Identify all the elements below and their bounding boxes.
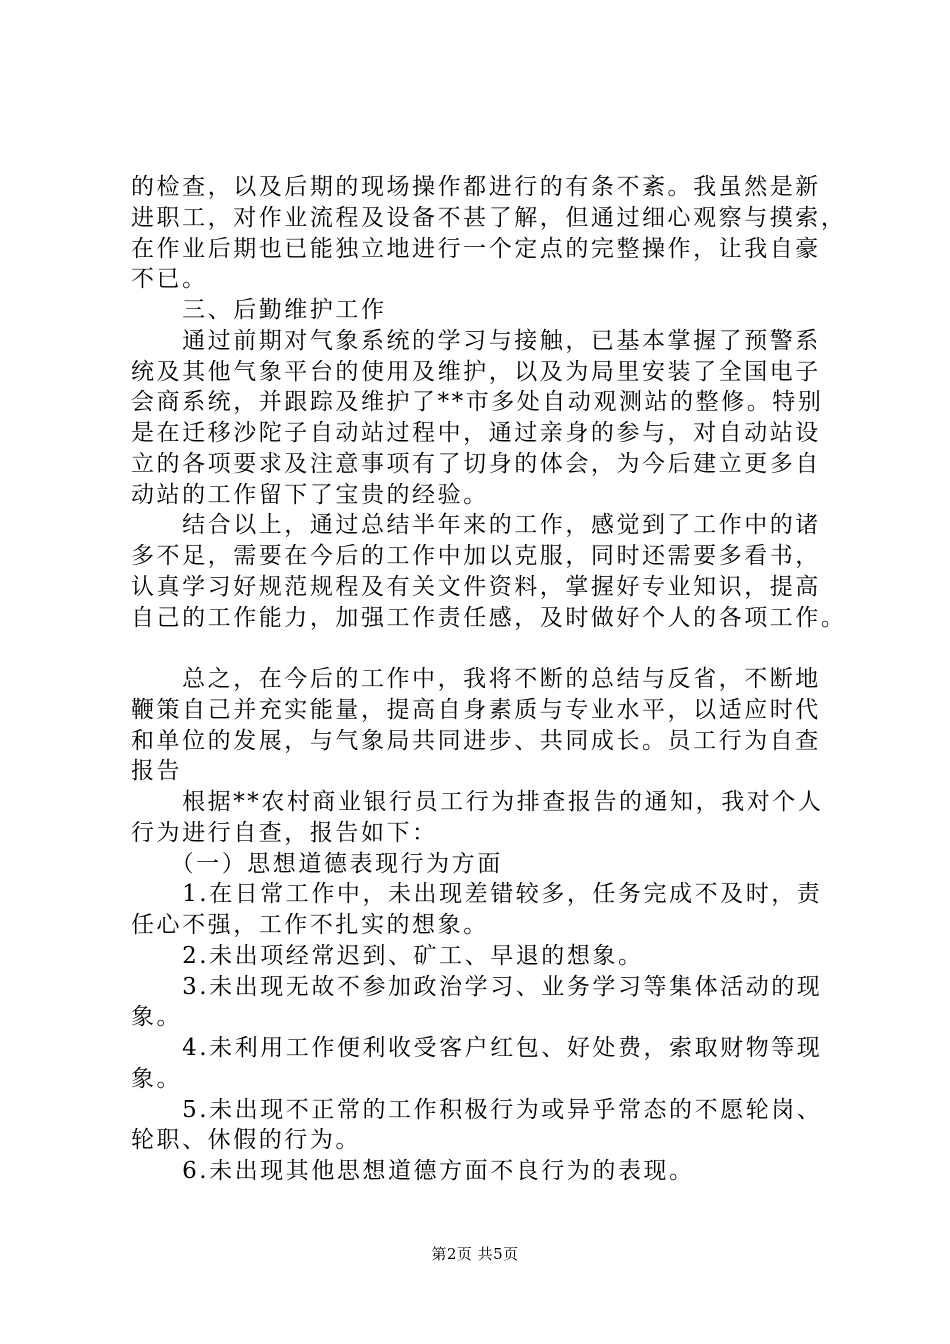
text-line: 通过前期对气象系统的学习与接触，已基本掌握了预警系 (131, 327, 821, 354)
text-line: 轮职、休假的行为。 (131, 1127, 361, 1154)
text-line: 是在迁移沙陀子自动站过程中，通过亲身的参与，对自动站设 (131, 420, 821, 446)
page-number-footer: 第2页 共5页 (431, 1245, 519, 1263)
text-line: 进职工，对作业流程及设备不甚了解，但通过细心观察与摸索， (131, 204, 847, 231)
text-line: 统及其他气象平台的使用及维护，以及为局里安装了全国电子 (131, 358, 821, 385)
text-line: 行为进行自查，报告如下： (131, 819, 438, 846)
text-line: 在作业后期也已能独立地进行一个定点的完整操作，让我自豪 (131, 235, 821, 262)
text-line: 动站的工作留下了宝贵的经验。 (131, 481, 489, 508)
text-line: 多不足，需要在今后的工作中加以克服，同时还需要多看书， (131, 543, 821, 569)
text-line: 自己的工作能力，加强工作责任感，及时做好个人的各项工作。 (131, 604, 847, 631)
section-heading: （一）思想道德表现行为方面 (131, 850, 503, 877)
text-line: 报告 (131, 758, 183, 785)
text-line: 和单位的发展，与气象局共同进步、共同成长。员工行为自查 (131, 727, 821, 754)
list-item: 4.未利用工作便利收受客户红包、好处费，索取财物等现 (131, 1035, 823, 1061)
text-line: 的检查，以及后期的现场操作都进行的有条不紊。我虽然是新 (131, 174, 821, 200)
text-line: 鞭策自己并充实能量，提高自身素质与专业水平，以适应时代 (131, 696, 821, 723)
text-line: 象。 (131, 1065, 183, 1092)
list-item: 5.未出现不正常的工作积极行为或异乎常态的不愿轮岗、 (131, 1096, 823, 1123)
list-item: 6.未出现其他思想道德方面不良行为的表现。 (131, 1158, 695, 1184)
text-line: 根据**农村商业银行员工行为排查报告的通知，我对个人 (131, 789, 824, 815)
text-line: 结合以上，通过总结半年来的工作，感觉到了工作中的诸 (131, 512, 821, 539)
list-item: 1.在日常工作中，未出现差错较多，任务完成不及时，责 (131, 881, 823, 908)
text-line: 立的各项要求及注意事项有了切身的体会，为今后建立更多自 (131, 450, 821, 477)
text-line: 不已。 (131, 266, 208, 293)
text-line: 会商系统，并跟踪及维护了**市多处自动观测站的整修。特别 (131, 389, 824, 416)
text-line: 总之，在今后的工作中，我将不断的总结与反省，不断地 (131, 666, 821, 692)
text-line: 象。 (131, 1004, 183, 1031)
document-body (131, 172, 851, 1187)
text-line: 认真学习好规范规程及有关文件资料，掌握好专业知识，提高 (131, 573, 821, 600)
section-heading: 三、后勤维护工作 (131, 297, 387, 323)
text-line: 任心不强，工作不扎实的想象。 (131, 912, 489, 938)
list-item: 2.未出项经常迟到、矿工、早退的想象。 (131, 942, 644, 969)
list-item: 3.未出现无故不参加政治学习、业务学习等集体活动的现 (131, 973, 823, 1000)
blank-line (131, 633, 851, 664)
